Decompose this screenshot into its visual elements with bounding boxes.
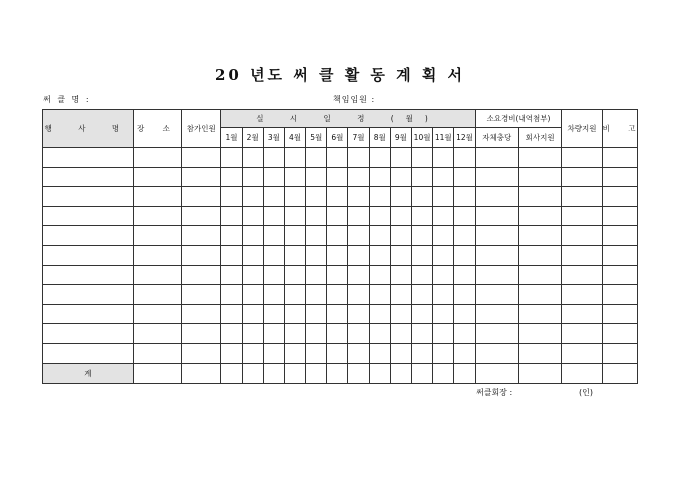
header-place: 장 소 — [133, 110, 181, 148]
month-header: 11월 — [433, 128, 454, 148]
table-cell[interactable] — [369, 167, 390, 187]
table-cell[interactable] — [43, 206, 134, 226]
table-cell[interactable] — [242, 285, 263, 305]
month-header: 8월 — [369, 128, 390, 148]
table-cell[interactable] — [182, 343, 221, 363]
table-cell[interactable] — [327, 206, 348, 226]
table-cell[interactable] — [390, 206, 411, 226]
table-cell[interactable] — [369, 285, 390, 305]
table-cell[interactable] — [133, 304, 181, 324]
table-cell[interactable] — [454, 148, 475, 168]
table-cell[interactable] — [518, 148, 561, 168]
table-cell[interactable] — [454, 285, 475, 305]
table-cell[interactable] — [411, 324, 432, 344]
table-cell[interactable] — [390, 304, 411, 324]
table-cell[interactable] — [411, 265, 432, 285]
table-cell[interactable] — [348, 187, 369, 207]
table-cell[interactable] — [562, 148, 602, 168]
table-cell[interactable] — [369, 245, 390, 265]
table-cell[interactable] — [263, 245, 284, 265]
month-header: 10월 — [411, 128, 432, 148]
table-cell[interactable] — [411, 245, 432, 265]
table-cell[interactable] — [242, 148, 263, 168]
table-cell[interactable] — [390, 285, 411, 305]
table-cell[interactable] — [602, 226, 637, 246]
total-cell[interactable] — [390, 363, 411, 383]
table-cell[interactable] — [433, 245, 454, 265]
circle-president-label: 써클회장 : — [476, 388, 513, 397]
table-cell[interactable] — [284, 324, 305, 344]
table-cell[interactable] — [221, 187, 242, 207]
activity-plan-table — [42, 109, 644, 384]
month-header: 7월 — [348, 128, 369, 148]
total-row — [43, 363, 638, 383]
table-cell[interactable] — [475, 148, 518, 168]
table-cell[interactable] — [133, 265, 181, 285]
total-cell[interactable] — [242, 363, 263, 383]
table-cell[interactable] — [562, 324, 602, 344]
month-header: 1월 — [221, 128, 242, 148]
header-vehicle: 차량지원 — [562, 110, 602, 148]
table-cell[interactable] — [182, 206, 221, 226]
table-cell[interactable] — [433, 324, 454, 344]
table-cell[interactable] — [284, 304, 305, 324]
table-row — [43, 343, 638, 363]
total-cell[interactable] — [454, 363, 475, 383]
month-header: 9월 — [390, 128, 411, 148]
table-cell[interactable] — [475, 343, 518, 363]
table-cell[interactable] — [475, 206, 518, 226]
table-cell[interactable] — [327, 167, 348, 187]
table-cell[interactable] — [475, 265, 518, 285]
table-cell[interactable] — [133, 324, 181, 344]
table-cell[interactable] — [433, 187, 454, 207]
table-cell[interactable] — [43, 148, 134, 168]
table-cell[interactable] — [390, 226, 411, 246]
table-cell[interactable] — [411, 304, 432, 324]
table-cell[interactable] — [454, 304, 475, 324]
table-cell[interactable] — [348, 206, 369, 226]
table-cell[interactable] — [390, 187, 411, 207]
table-cell[interactable] — [182, 265, 221, 285]
table-cell[interactable] — [518, 285, 561, 305]
table-cell[interactable] — [411, 285, 432, 305]
table-cell[interactable] — [518, 226, 561, 246]
table-cell[interactable] — [411, 187, 432, 207]
table-cell[interactable] — [390, 265, 411, 285]
table-cell[interactable] — [327, 187, 348, 207]
total-cell[interactable] — [433, 363, 454, 383]
table-row — [43, 285, 638, 305]
table-cell[interactable] — [182, 285, 221, 305]
circle-name-label: 써 클 명 : — [43, 95, 91, 104]
table-cell[interactable] — [411, 206, 432, 226]
table-row — [43, 167, 638, 187]
table-cell[interactable] — [43, 245, 134, 265]
table-cell[interactable] — [327, 148, 348, 168]
table-cell[interactable] — [242, 167, 263, 187]
table-cell[interactable] — [306, 167, 327, 187]
table-cell[interactable] — [348, 226, 369, 246]
table-cell[interactable] — [562, 343, 602, 363]
table-cell[interactable] — [221, 285, 242, 305]
table-cell[interactable] — [306, 343, 327, 363]
table-cell[interactable] — [602, 343, 637, 363]
table-cell[interactable] — [602, 148, 637, 168]
table-cell[interactable] — [454, 265, 475, 285]
table-cell[interactable] — [411, 343, 432, 363]
table-row — [43, 265, 638, 285]
table-cell[interactable] — [221, 148, 242, 168]
table-cell[interactable] — [562, 265, 602, 285]
total-cell[interactable] — [518, 363, 561, 383]
table-cell[interactable] — [284, 187, 305, 207]
table-row — [43, 148, 638, 168]
table-cell[interactable] — [433, 206, 454, 226]
table-cell[interactable] — [433, 148, 454, 168]
table-cell[interactable] — [263, 324, 284, 344]
table-cell[interactable] — [433, 226, 454, 246]
table-cell[interactable] — [263, 265, 284, 285]
table-cell[interactable] — [369, 148, 390, 168]
table-cell[interactable] — [182, 226, 221, 246]
table-cell[interactable] — [43, 285, 134, 305]
table-cell[interactable] — [182, 187, 221, 207]
table-cell[interactable] — [602, 265, 637, 285]
table-cell[interactable] — [43, 167, 134, 187]
table-cell[interactable] — [263, 167, 284, 187]
table-cell[interactable] — [369, 187, 390, 207]
table-cell[interactable] — [390, 245, 411, 265]
table-cell[interactable] — [221, 167, 242, 187]
table-cell[interactable] — [518, 206, 561, 226]
table-cell[interactable] — [475, 245, 518, 265]
table-cell[interactable] — [242, 245, 263, 265]
table-cell[interactable] — [475, 187, 518, 207]
table-cell[interactable] — [602, 245, 637, 265]
table-cell[interactable] — [602, 206, 637, 226]
table-cell[interactable] — [327, 226, 348, 246]
table-cell[interactable] — [221, 304, 242, 324]
table-cell[interactable] — [284, 343, 305, 363]
table-cell[interactable] — [433, 167, 454, 187]
document-title: 20 년도 써 클 활 동 계 획 서 — [214, 66, 466, 84]
total-label: 계 — [43, 363, 134, 383]
table-cell[interactable] — [133, 245, 181, 265]
table-cell[interactable] — [263, 285, 284, 305]
table-cell[interactable] — [182, 324, 221, 344]
table-cell[interactable] — [369, 206, 390, 226]
table-cell[interactable] — [327, 324, 348, 344]
table-cell[interactable] — [43, 265, 134, 285]
total-cell[interactable] — [263, 363, 284, 383]
table-cell[interactable] — [263, 226, 284, 246]
table-cell[interactable] — [284, 226, 305, 246]
table-cell[interactable] — [43, 343, 134, 363]
table-cell[interactable] — [263, 343, 284, 363]
table-cell[interactable] — [242, 206, 263, 226]
table-cell[interactable] — [221, 343, 242, 363]
table-cell[interactable] — [306, 206, 327, 226]
table-cell[interactable] — [284, 285, 305, 305]
table-cell[interactable] — [306, 304, 327, 324]
table-cell[interactable] — [411, 226, 432, 246]
month-header: 12월 — [454, 128, 475, 148]
table-cell[interactable] — [348, 285, 369, 305]
table-cell[interactable] — [433, 343, 454, 363]
table-cell[interactable] — [182, 167, 221, 187]
table-cell[interactable] — [518, 343, 561, 363]
table-cell[interactable] — [221, 265, 242, 285]
header-self-funded: 자체충당 — [475, 128, 518, 148]
table-cell[interactable] — [284, 167, 305, 187]
table-cell[interactable] — [242, 265, 263, 285]
table-cell[interactable] — [562, 206, 602, 226]
table-cell[interactable] — [518, 304, 561, 324]
total-cell[interactable] — [284, 363, 305, 383]
table-cell[interactable] — [454, 206, 475, 226]
table-cell[interactable] — [242, 187, 263, 207]
table-row — [43, 324, 638, 344]
table-cell[interactable] — [263, 187, 284, 207]
table-cell[interactable] — [221, 324, 242, 344]
table-cell[interactable] — [133, 206, 181, 226]
header-participants: 참가인원 — [182, 110, 221, 148]
table-cell[interactable] — [390, 343, 411, 363]
table-cell[interactable] — [518, 245, 561, 265]
table-row — [43, 245, 638, 265]
total-cell[interactable] — [221, 363, 242, 383]
header-schedule: 실 시 일 정 (월) — [221, 110, 475, 128]
table-cell[interactable] — [602, 324, 637, 344]
table-cell[interactable] — [306, 324, 327, 344]
table-cell[interactable] — [369, 304, 390, 324]
table-cell[interactable] — [133, 226, 181, 246]
table-cell[interactable] — [327, 265, 348, 285]
table-cell[interactable] — [133, 187, 181, 207]
total-cell[interactable] — [411, 363, 432, 383]
table-row — [43, 206, 638, 226]
table-cell[interactable] — [242, 343, 263, 363]
total-cell[interactable] — [133, 363, 181, 383]
table-cell[interactable] — [369, 324, 390, 344]
table-cell[interactable] — [263, 206, 284, 226]
table-cell[interactable] — [433, 304, 454, 324]
table-cell[interactable] — [263, 148, 284, 168]
table-cell[interactable] — [182, 245, 221, 265]
table-cell[interactable] — [518, 187, 561, 207]
total-cell[interactable] — [327, 363, 348, 383]
table-cell[interactable] — [602, 167, 637, 187]
table-cell[interactable] — [327, 285, 348, 305]
month-header: 4월 — [284, 128, 305, 148]
table-cell[interactable] — [602, 187, 637, 207]
table-cell[interactable] — [433, 265, 454, 285]
table-cell[interactable] — [306, 187, 327, 207]
month-header: 6월 — [327, 128, 348, 148]
table-cell[interactable] — [369, 265, 390, 285]
table-cell[interactable] — [327, 304, 348, 324]
seal-label: (인) — [579, 388, 593, 397]
table-cell[interactable] — [454, 187, 475, 207]
table-cell[interactable] — [454, 226, 475, 246]
table-cell[interactable] — [133, 167, 181, 187]
table-cell[interactable] — [602, 304, 637, 324]
total-cell[interactable] — [602, 363, 637, 383]
month-header: 5월 — [306, 128, 327, 148]
table-cell[interactable] — [518, 167, 561, 187]
table-cell[interactable] — [518, 265, 561, 285]
table-cell[interactable] — [221, 245, 242, 265]
table-cell[interactable] — [348, 167, 369, 187]
table-cell[interactable] — [133, 343, 181, 363]
header-event-name: 행 사 명 — [43, 110, 134, 148]
table-cell[interactable] — [306, 285, 327, 305]
total-cell[interactable] — [306, 363, 327, 383]
table-cell[interactable] — [433, 285, 454, 305]
table-cell[interactable] — [242, 304, 263, 324]
table-row — [43, 226, 638, 246]
total-cell[interactable] — [369, 363, 390, 383]
manager-label: 책임임원 : — [333, 95, 376, 104]
table-cell[interactable] — [284, 245, 305, 265]
table-cell[interactable] — [133, 148, 181, 168]
table-cell[interactable] — [475, 285, 518, 305]
table-cell[interactable] — [284, 265, 305, 285]
table-cell[interactable] — [390, 148, 411, 168]
table-cell[interactable] — [475, 324, 518, 344]
table-cell[interactable] — [454, 245, 475, 265]
table-cell[interactable] — [242, 226, 263, 246]
table-cell[interactable] — [454, 324, 475, 344]
table-cell[interactable] — [411, 148, 432, 168]
table-cell[interactable] — [348, 304, 369, 324]
table-cell[interactable] — [43, 226, 134, 246]
total-cell[interactable] — [182, 363, 221, 383]
table-cell[interactable] — [327, 343, 348, 363]
table-cell[interactable] — [454, 167, 475, 187]
table-cell[interactable] — [327, 245, 348, 265]
table-cell[interactable] — [43, 324, 134, 344]
table-cell[interactable] — [43, 304, 134, 324]
table-cell[interactable] — [284, 148, 305, 168]
table-cell[interactable] — [390, 167, 411, 187]
table-cell[interactable] — [390, 324, 411, 344]
table-cell[interactable] — [221, 226, 242, 246]
month-header: 3월 — [263, 128, 284, 148]
total-cell[interactable] — [475, 363, 518, 383]
table-cell[interactable] — [411, 167, 432, 187]
table-cell[interactable] — [602, 285, 637, 305]
table-cell[interactable] — [348, 265, 369, 285]
table-cell[interactable] — [518, 324, 561, 344]
table-cell[interactable] — [562, 226, 602, 246]
table-cell[interactable] — [133, 285, 181, 305]
table-cell[interactable] — [562, 304, 602, 324]
table-cell[interactable] — [348, 324, 369, 344]
table-cell[interactable] — [454, 343, 475, 363]
table-cell[interactable] — [562, 187, 602, 207]
header-expenses: 소요경비(내역첨부) — [475, 110, 562, 128]
table-cell[interactable] — [43, 187, 134, 207]
month-header: 2월 — [242, 128, 263, 148]
table-cell[interactable] — [306, 265, 327, 285]
total-cell[interactable] — [562, 363, 602, 383]
table-cell[interactable] — [348, 148, 369, 168]
table-cell[interactable] — [348, 343, 369, 363]
table-cell[interactable] — [306, 245, 327, 265]
table-cell[interactable] — [221, 206, 242, 226]
table-cell[interactable] — [182, 304, 221, 324]
table-cell[interactable] — [562, 167, 602, 187]
table-cell[interactable] — [369, 226, 390, 246]
table-cell[interactable] — [348, 245, 369, 265]
table-cell[interactable] — [562, 285, 602, 305]
table-cell[interactable] — [263, 304, 284, 324]
table-cell[interactable] — [369, 343, 390, 363]
table-cell[interactable] — [475, 304, 518, 324]
table-cell[interactable] — [306, 148, 327, 168]
table-cell[interactable] — [475, 226, 518, 246]
table-row — [43, 304, 638, 324]
table-cell[interactable] — [182, 148, 221, 168]
table-cell[interactable] — [475, 167, 518, 187]
table-cell[interactable] — [562, 245, 602, 265]
table-row — [43, 187, 638, 207]
table-cell[interactable] — [306, 226, 327, 246]
table-cell[interactable] — [242, 324, 263, 344]
header-company-support: 회사지원 — [518, 128, 561, 148]
total-cell[interactable] — [348, 363, 369, 383]
table-cell[interactable] — [284, 206, 305, 226]
header-remarks: 비 고 — [602, 110, 637, 148]
